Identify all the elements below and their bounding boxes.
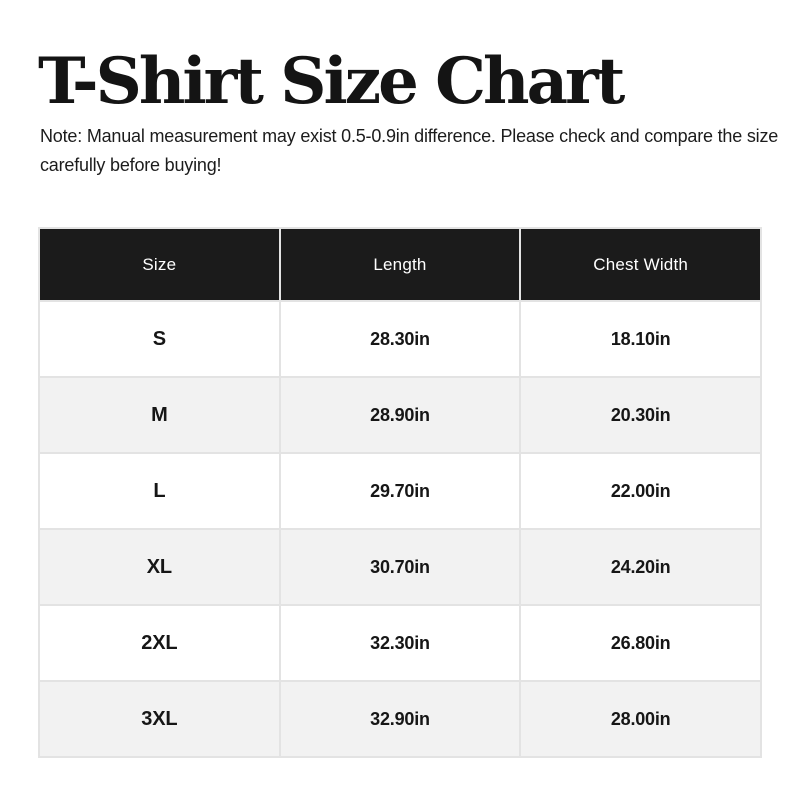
table-row-3xl: [40, 682, 760, 756]
measurement-note: Note: Manual measurement may exist 0.5-0.9in difference. Please check and compare the size carefully before buying!: [40, 126, 779, 176]
length-cell: 32.30in: [281, 606, 520, 680]
size-cell: 2XL: [40, 606, 279, 680]
length-cell: 28.90in: [281, 378, 520, 452]
chest-width-cell: 28.00in: [521, 682, 760, 756]
table-row-xl: [40, 530, 760, 604]
table-row-2xl: [40, 606, 760, 680]
table-row-l: [40, 454, 760, 528]
chest-width-cell: 24.20in: [521, 530, 760, 604]
length-cell: 32.90in: [281, 682, 520, 756]
header-row: [40, 229, 760, 300]
chest-width-cell: 26.80in: [521, 606, 760, 680]
length-cell: 28.30in: [281, 302, 520, 376]
table-header: [40, 229, 760, 300]
table-row-m: [40, 378, 760, 452]
length-cell: 30.70in: [281, 530, 520, 604]
size-chart-table: [38, 227, 762, 758]
chest-width-cell: 22.00in: [521, 454, 760, 528]
table-row-s: [40, 302, 760, 376]
length-cell: 29.70in: [281, 454, 520, 528]
size-cell: XL: [40, 530, 279, 604]
chest-width-cell: 18.10in: [521, 302, 760, 376]
chest-width-cell: 20.30in: [521, 378, 760, 452]
page-title: T-Shirt Size Chart: [38, 44, 623, 119]
size-cell: L: [40, 454, 279, 528]
size-cell: S: [40, 302, 279, 376]
size-cell: M: [40, 378, 279, 452]
column-header-chest-width: Chest Width: [521, 229, 760, 300]
column-header-size: Size: [40, 229, 279, 300]
size-cell: 3XL: [40, 682, 279, 756]
column-header-length: Length: [281, 229, 520, 300]
table-body: [40, 302, 760, 756]
